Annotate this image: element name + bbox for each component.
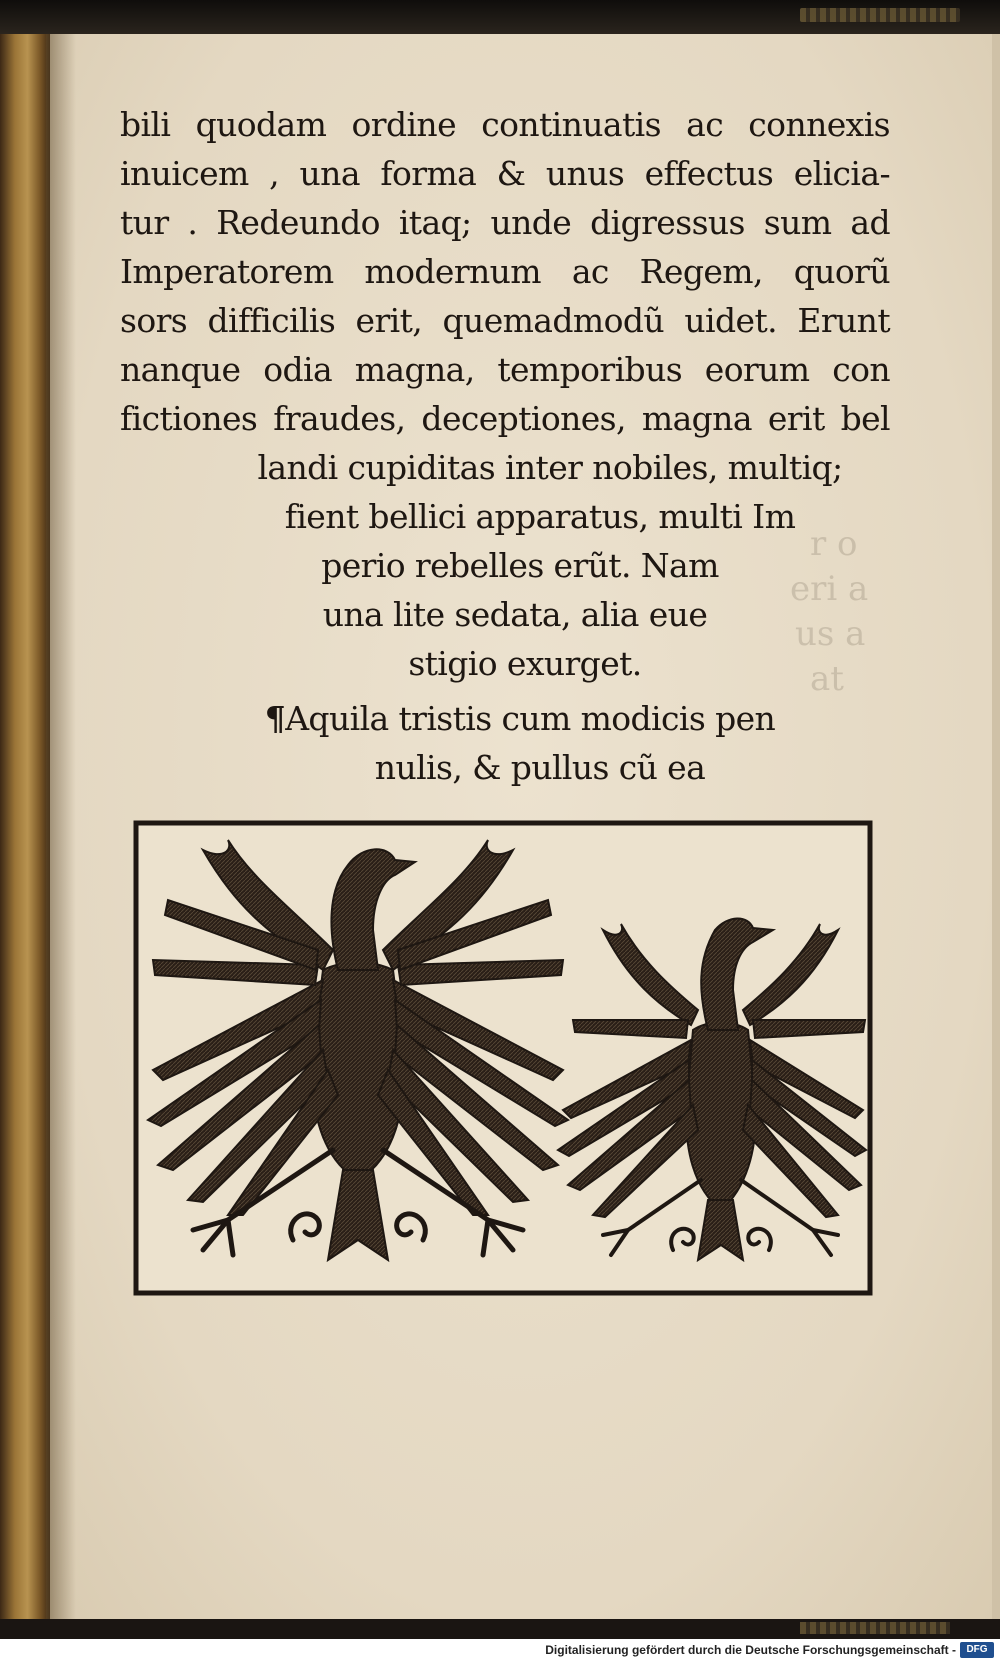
caption-line: Aquila tristis cum modicis pen — [285, 699, 776, 738]
page-text — [120, 100, 890, 792]
book-spine-edge — [0, 34, 50, 1619]
gilt-edge-top — [800, 8, 960, 22]
text-line: tur . Redeundo itaq; unde digressus sum ad — [120, 203, 890, 242]
pilcrow-mark: ¶ — [264, 699, 286, 738]
bleed-through-mark: us a — [795, 614, 866, 654]
text-line: landi cupiditas inter nobiles, multiq; — [257, 448, 843, 487]
text-line: nanque odia magna, temporibus eorum con — [120, 350, 890, 389]
digitization-credit: Digitalisierung gefördert durch die Deutsche Forschungsgemeinschaft - — [545, 1643, 956, 1657]
bleed-through-mark: at — [810, 659, 844, 699]
caption-line: nulis, & pullus cũ ea — [374, 748, 706, 787]
text-line: sors difficilis erit, quemadmodũ uidet. Erunt — [120, 301, 890, 340]
text-line: perio rebelles erũt. Nam — [321, 546, 719, 585]
text-line: bili quodam ordine continuatis ac connexis — [120, 105, 890, 144]
dfg-logo: DFG — [960, 1642, 994, 1658]
text-line: inuicem , una forma & unus effectus elicia- — [120, 154, 890, 193]
text-line: Imperatorem modernum ac Regem, quorũ — [120, 252, 890, 291]
footer-bar — [0, 1639, 1000, 1663]
bleed-through-mark: r o — [810, 524, 858, 564]
two-eagles-woodcut — [133, 820, 873, 1296]
gilt-edge-bottom — [800, 1622, 950, 1634]
text-line: stigio exurget. — [408, 644, 642, 683]
text-line: fictiones fraudes, deceptiones, magna erit bel — [120, 399, 890, 438]
gutter-shadow — [46, 34, 76, 1619]
text-line: una lite sedata, alia eue — [322, 595, 708, 634]
text-line: fient bellici apparatus, multi Im — [284, 497, 796, 536]
woodcut-caption — [120, 694, 890, 743]
bleed-through-mark: eri a — [790, 569, 869, 609]
